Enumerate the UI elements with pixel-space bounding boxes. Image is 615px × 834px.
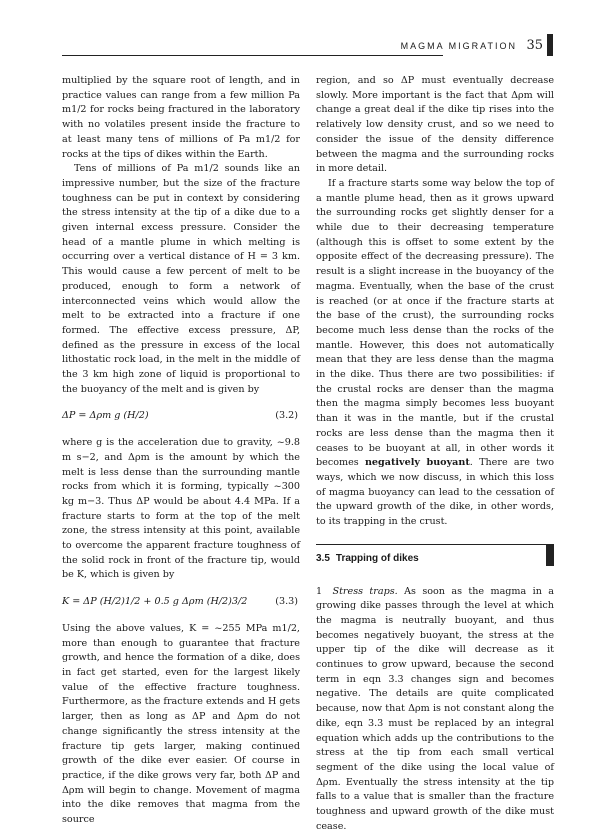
left-column [62, 74, 300, 828]
section-tab-marker [546, 544, 554, 566]
right-column [316, 74, 554, 834]
paragraph [316, 177, 554, 530]
header-rule [62, 55, 443, 56]
equation-number: (3.2) [275, 409, 298, 424]
equation-number: (3.3) [275, 595, 298, 610]
header-tab-marker [547, 34, 553, 56]
paragraph: Tens of millions of Pa m1/2 sounds like an impressive number, but the size of the fracture toughness can be put in context by considering the stress intensity at the tip of a dike due to a given internal excess pressure. Consider the head of a mantle plume in which melting is occurring over a vertical distance of H = 3 km. This would cause a few percent of melt to be produced, enough to form a network of interconnected veins which would allow the melt to be extracted into a fracture if one formed. The effective excess pressure, ΔP, defined as the pressure in excess of the local lithostatic rock load, in the melt in the middle of the 3 km high zone of liquid is proportional to the buoyancy of the melt and is given by [62, 162, 300, 397]
equation-text: ΔP = Δρm g (H/2) [62, 410, 149, 421]
page-number: 35 [526, 38, 543, 53]
equation-3-3 [62, 595, 300, 610]
paragraph: where g is the acceleration due to gravity, ~9.8 m s−2, and Δρm is the amount by which the melt is less dense than the surrounding mantle rocks from which it is forming, typically ~300 kg m−3. Thus ΔP would be about 4.4 MPa. If a fracture starts to form at the top of the melt zone, the stress intensity at this point, available to overcome the apparent fracture toughness of the solid rock in front of the fracture tip, would be K, which is given by [62, 436, 300, 583]
paragraph: Using the above values, K = ~255 MPa m1/2, more than enough to guarantee that fracture growth, and hence the formation of a dike, does in fact get started, even for the largest likely value of the effective fracture toughness. Furthermore, as the fracture extends and H gets larger, then as long as ΔP and Δρm do not change significantly the stress intensity at the fracture tip gets larger, making continued growth of the dike ever easier. Of course in practice, if the dike grows very far, both ΔP and Δρm will begin to change. Movement of magma into the dike removes that magma from the source [62, 622, 300, 828]
paragraph-text: As soon as the magma in a growing dike passes through the level at which the magma is neutrally buoyant, and thus becomes negatively buoyant, the stress at the upper tip of the dike will decrease as it continues to grow upward, because the second term in eqn 3.3 changes sign and becomes negative. The details are quite complicated because, now that Δρm is not constant along the dike, eqn 3.3 must be replaced by an integral equation which adds up the contributions to the stress at the tip from each small vertical segment of the dike using the local value of Δρm. Eventually the stress intensity at the tip falls to a value that is smaller than the fracture toughness and upward growth of the dike must cease. [316, 586, 554, 832]
paragraph [316, 585, 554, 834]
running-head: MAGMA MIGRATION [395, 41, 517, 51]
bold-term: negatively buoyant [365, 457, 470, 468]
paragraph: multiplied by the square root of length, and in practice values can range from a few million Pa m1/2 for rocks being fractured in the laboratory with no volatiles present inside the fracture to at least many tens of millions of Pa m1/2 for rocks at the tips of dikes within the Earth. [62, 74, 300, 162]
equation-3-2 [62, 409, 300, 424]
section-title: Trapping of dikes [336, 553, 419, 564]
page-header [62, 44, 553, 58]
list-label: Stress traps. [333, 586, 398, 597]
paragraph: region, and so ΔP must eventually decrease slowly. More important is the fact that Δρm will change a great deal if the dike tip rises into the relatively low density crust, and so we need to consider the issue of the density difference between the magma and the surrounding rocks in more detail. [316, 74, 554, 177]
paragraph-text: If a fracture starts some way below the top of a mantle plume head, then as it grows upward the surrounding rocks get slightly denser for a while due to their decreasing temperature (although this is offset to some extent by the opposite effect of the decreasing pressure). The result is a slight increase in the buoyancy of the magma. Eventually, when the base of the crust is reached (or at once if the fracture starts at the base of the crust), the surrounding rocks become much less dense than the rocks of the mantle. However, this does not automatically mean that they are less dense than the magma in the dike. Thus there are two possibilities: if the crustal rocks are denser than the magma then the magma simply becomes less buoyant than it was in the mantle, but if the crustal rocks are less dense than the magma then it ceases to be buoyant at all, in other words it becomes [316, 178, 554, 468]
section-number: 3.5 [316, 553, 330, 564]
section-heading [316, 544, 554, 573]
list-number: 1 [316, 586, 322, 597]
paragraph-text: . There are two ways, which we now discuss, in which this loss of magma buoyancy can lead to the cessation of the upward growth of the dike, in other words, to its trapping in the crust. [316, 457, 554, 527]
equation-text: K = ΔP (H/2)1/2 + 0.5 g Δρm (H/2)3/2 [62, 596, 247, 607]
